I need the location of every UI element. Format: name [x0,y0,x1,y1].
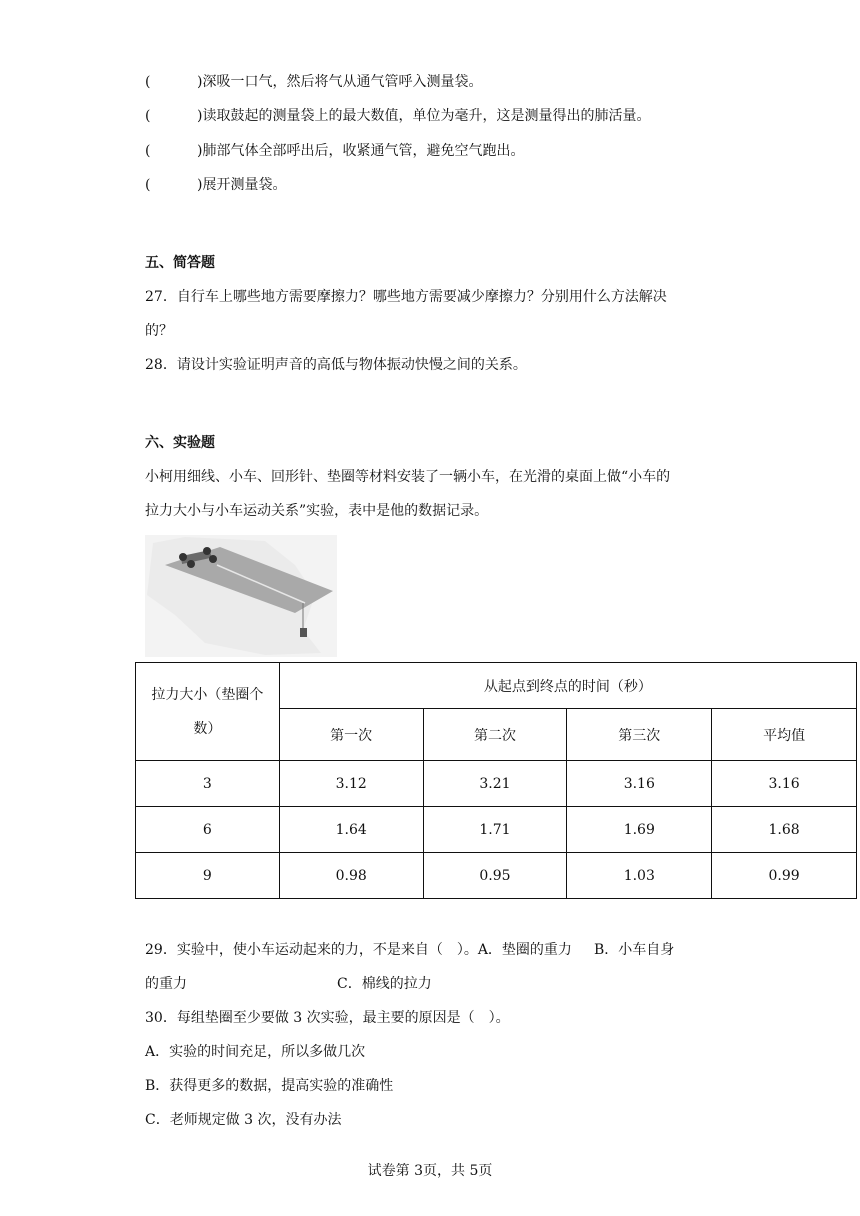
header-average: 平均值 [712,709,857,761]
force-header-line-2: 数） [193,720,222,737]
value-cell: 1.64 [279,807,423,853]
value-cell: 1.03 [567,853,712,899]
section-6-title: 六、实验题 [145,435,215,451]
force-cell: 6 [136,807,280,853]
section-5-title: 五、简答题 [145,255,215,271]
value-cell: 1.71 [423,807,567,853]
cart-experiment-figure [145,535,337,657]
header-first-trial: 第一次 [279,709,423,761]
question-30-option-a: A．实验的时间充足，所以多做几次 [145,1044,366,1060]
value-cell: 3.12 [279,761,423,807]
step-text: )深吸一口气，然后将气从通气管呼入测量袋。 [197,74,483,90]
step-1 [145,72,482,92]
value-cell: 0.95 [423,853,567,899]
page-footer: 试卷第 3页，共 5页 [367,1163,493,1179]
step-2 [145,106,650,126]
question-29-line-2 [145,974,432,994]
question-30-option-c: C．老师规定做 3 次，没有办法 [145,1112,342,1128]
step-text: )展开测量袋。 [197,177,287,193]
question-29-stem: 29．实验中，使小车运动起来的力，不是来自（ ）。A．垫圈的重力 [145,942,572,958]
table-row [136,807,857,853]
force-column-header [136,663,280,761]
value-cell: 3.16 [567,761,712,807]
question-30-stem: 30．每组垫圈至少要做 3 次实验，最主要的原因是（ ）。 [145,1010,510,1026]
step-3 [145,141,524,161]
question-27-line-2: 的？ [145,323,173,339]
value-cell: 3.21 [423,761,567,807]
header-second-trial: 第二次 [423,709,567,761]
question-27-line-1: 27．自行车上哪些地方需要摩擦力？哪些地方需要减少摩擦力？分别用什么方法解决 [145,289,667,305]
experiment-intro-line-1: 小柯用细线、小车、回形针、垫圈等材料安装了一辆小车，在光滑的桌面上做“小车的 [145,469,671,485]
table-row [136,853,857,899]
question-30-option-b: B．获得更多的数据，提高实验的准确性 [145,1078,394,1094]
force-cell: 3 [136,761,280,807]
value-cell: 1.68 [712,807,857,853]
question-29-line-1 [145,940,674,960]
experiment-intro-line-2: 拉力大小与小车运动关系”实验，表中是他的数据记录。 [145,503,489,519]
force-header-line-1: 拉力大小（垫圈个 [151,686,264,703]
value-cell: 1.69 [567,807,712,853]
table-row [136,761,857,807]
answer-blank-open: ( [145,143,151,159]
answer-blank-open: ( [145,177,151,193]
results-table [135,662,857,899]
value-cell: 0.98 [279,853,423,899]
step-text: )肺部气体全部呼出后，收紧通气管，避免空气跑出。 [197,143,525,159]
answer-blank-open: ( [145,74,151,90]
step-text: )读取鼓起的测量袋上的最大数值，单位为毫升，这是测量得出的肺活量。 [197,108,651,124]
question-29-option-c: C．棉线的拉力 [337,976,432,992]
question-29-option-b: B．小车自身 [593,942,675,958]
header-third-trial: 第三次 [567,709,712,761]
question-29-line-2-start: 的重力 [145,976,187,992]
force-cell: 9 [136,853,280,899]
value-cell: 3.16 [712,761,857,807]
time-group-header: 从起点到终点的时间（秒） [279,663,856,709]
value-cell: 0.99 [712,853,857,899]
answer-blank-open: ( [145,108,151,124]
step-4 [145,175,286,195]
question-28: 28．请设计实验证明声音的高低与物体振动快慢之间的关系。 [145,357,527,373]
